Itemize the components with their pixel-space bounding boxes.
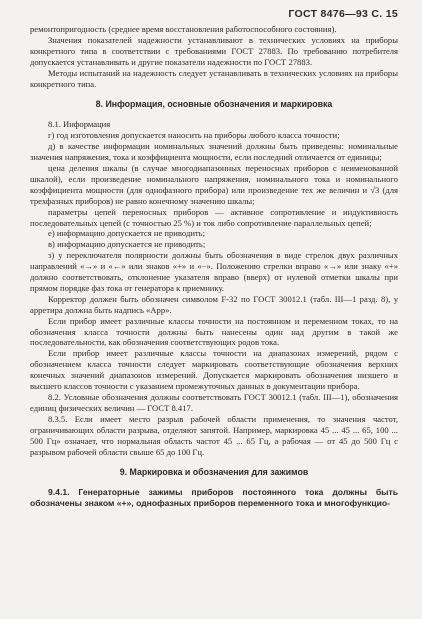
section-9-title: 9. Маркировка и обозначения для зажимов [119, 467, 309, 478]
paragraph: цена деления шкалы (в случае многодиапазонных переносных приборов с неименованной шкалой), если произведение номинального напряжения, номинального тока и номинального коэффициента мощности (для однофазного прибора) или произведение тех же величин и √3 (для трехфазных приборов) не равно конечному значению шкалы; [30, 162, 398, 206]
paragraph: е) информацию допускается не приводить; [48, 228, 205, 239]
paragraph: 8.1. Информация [48, 119, 111, 130]
paragraph: в) информацию допускается не приводить; [48, 239, 206, 250]
paragraph: 9.4.1. Генераторные зажимы приборов постоянного тока должны быть обозначены знаком «+», однофазных приборов переменного тока и многофункцио- [30, 487, 398, 509]
paragraph: д) в качестве информации номинальных значений должны быть приведены: номинальные значения напряжения, тока и коэффициента мощности, если последний отличается от единицы; [30, 141, 398, 163]
paragraph: Если прибор имеет различные классы точности на постоянном и переменном токах, то на обозначения класса точности должны быть нанесены один над другим в такой же последовательности, как обозначения соответствующих родов тока. [30, 315, 398, 348]
section-8-title: 8. Информация, основные обозначения и маркировка [95, 99, 333, 110]
paragraph: з) у переключателя полярности должны быть обозначения в виде стрелок двух различных направлений «→» и «←» или знаков «+» и «−». Положению стрелки вправо «→» или знаку «+» должно соответствовать, отклонение указателя вправо (вверх) от нулевой отметки шкалы при прямом порядке фаз тока от генератора к приемнику. [30, 250, 398, 293]
paragraph: параметры цепей переносных приборов — активное сопротивление и индуктивность последовательных цепей (с точностью 25 %) и ток либо сопротивление параллельных цепей; [30, 206, 398, 228]
paragraph: 8.3.5. Если имеет место разрыв рабочей области применения, то значения частот, ограничивающих области разрыва, отделяют запятой. Например, маркировка 45 ... 45 ... 65, 100 ... 500 Гц» означает, что нормальная область частот 45 ... 65 Гц, а рабочая — от 45 до 500 Гц с разрывом рабочей области свыше 65 до 100 Гц. [30, 413, 398, 457]
paragraph: Методы испытаний на надежность следует устанавливать в технических условиях на приборы конкретного типа. [30, 67, 398, 89]
paragraph: г) год изготовления допускается наносить на приборы любого класса точности; [48, 130, 340, 141]
paragraph: Значения показателей надежности устанавливают в технических условиях на приборы конкретного типа в соответствии с требованиями ГОСТ 27883. По требованию потребителя допускается устанавливать и другие показатели надежности по ГОСТ 27883. [30, 34, 398, 67]
paragraph: ремонтопригодность (среднее время восстановления работоспособного состояния). [30, 24, 337, 34]
document-body [30, 24, 398, 509]
paragraph: Если прибор имеет различные классы точности на диапазонах измерений, рядом с обозначением класса точности следует маркировать соответствующие обозначения верхних конечных значений диапазонов измерений. Допускается маркировать обозначения низшего и высшего классов точности с указанием промежуточных данных в документации прибора. [30, 348, 398, 392]
paragraph: 8.2. Условные обозначения должны соответствовать ГОСТ 30012.1 (табл. III—1), обозначения единиц физических величин — ГОСТ 8.417. [30, 392, 398, 413]
paragraph: Корректор должен быть обозначен символом F-32 по ГОСТ 30012.1 (табл. III—1 разд. 8), у арретира должна быть надпись «Арр». [30, 293, 398, 315]
page-header: ГОСТ 8476—93 С. 15 [288, 8, 398, 20]
